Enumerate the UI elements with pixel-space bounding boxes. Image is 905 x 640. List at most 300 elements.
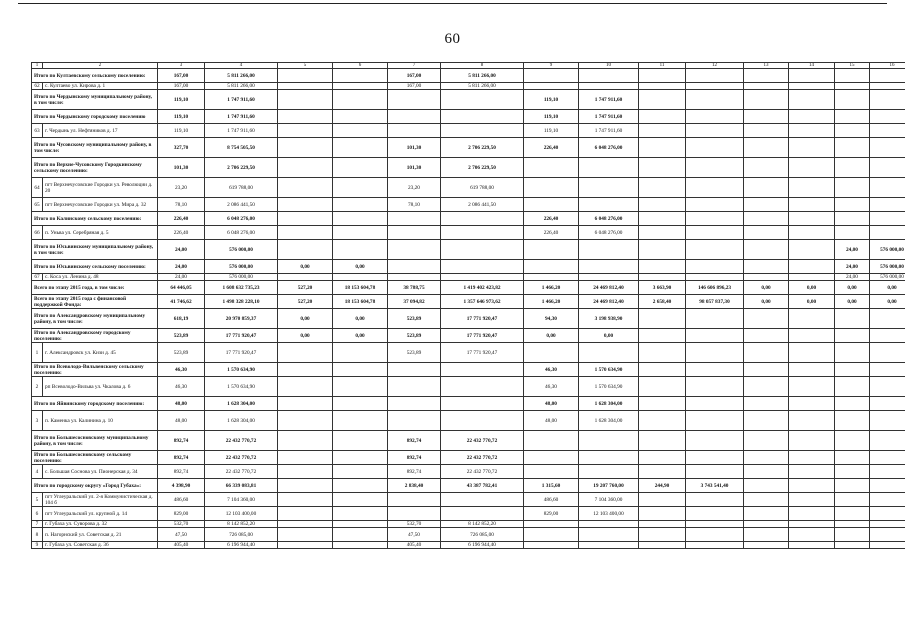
value-cell: [789, 411, 835, 431]
value-cell: 829,00: [524, 507, 579, 521]
value-cell: [639, 110, 686, 124]
value-cell: 167,00: [158, 69, 205, 83]
value-cell: [870, 343, 905, 363]
value-cell: [870, 178, 905, 198]
value-cell: [744, 493, 789, 507]
value-cell: [388, 397, 441, 411]
row-number-cell: 8: [32, 528, 43, 542]
value-cell: [835, 124, 870, 138]
value-cell: 22 432 770,72: [205, 451, 278, 465]
value-cell: [686, 397, 744, 411]
address-cell: г. Губаха ул. Советская д. 36: [43, 542, 158, 549]
column-number: 6: [333, 63, 388, 69]
value-cell: [579, 521, 639, 528]
value-cell: [789, 309, 835, 329]
value-cell: 1 570 634,90: [579, 363, 639, 377]
value-cell: [388, 110, 441, 124]
value-cell: [333, 411, 388, 431]
value-cell: [686, 274, 744, 281]
value-cell: [278, 493, 333, 507]
row-number-cell: 67: [32, 274, 43, 281]
value-cell: 1 419 402 423,82: [441, 281, 524, 295]
value-cell: [789, 479, 835, 493]
value-cell: [870, 397, 905, 411]
value-cell: 17 771 920,47: [441, 343, 524, 363]
value-cell: 48,00: [158, 397, 205, 411]
value-cell: [388, 493, 441, 507]
subtotal-row: [32, 479, 905, 493]
value-cell: [870, 212, 905, 226]
group-label-cell: Итого по Всеволодо-Вильвенскому сельскому поселению:: [32, 363, 158, 377]
value-cell: [870, 507, 905, 521]
value-cell: [388, 226, 441, 240]
value-cell: [333, 528, 388, 542]
value-cell: 1 747 911,60: [205, 90, 278, 110]
subtotal-row: [32, 240, 905, 260]
value-cell: 22 432 770,72: [441, 431, 524, 451]
value-cell: [870, 329, 905, 343]
value-cell: 46,30: [158, 363, 205, 377]
value-cell: 0,00: [870, 295, 905, 309]
value-cell: 1 628 304,00: [205, 397, 278, 411]
value-cell: [579, 431, 639, 451]
value-cell: 17 771 920,47: [205, 343, 278, 363]
value-cell: [441, 274, 524, 281]
value-cell: 0,00: [278, 329, 333, 343]
value-cell: 576 000,00: [205, 240, 278, 260]
value-cell: 22 432 770,72: [441, 451, 524, 465]
subtotal-row: [32, 281, 905, 295]
column-number: 2: [43, 63, 158, 69]
value-cell: 6 196 944,40: [441, 542, 524, 549]
address-cell: с. Коса ул. Ленина д. 48: [43, 274, 158, 281]
value-cell: 78,10: [388, 198, 441, 212]
value-cell: [835, 110, 870, 124]
value-cell: 244,90: [639, 479, 686, 493]
value-cell: [870, 411, 905, 431]
value-cell: 6 048 276,00: [205, 226, 278, 240]
value-cell: 523,89: [388, 343, 441, 363]
value-cell: [333, 542, 388, 549]
value-cell: 486,60: [158, 493, 205, 507]
value-cell: [333, 178, 388, 198]
value-cell: [441, 397, 524, 411]
value-cell: [388, 507, 441, 521]
value-cell: [744, 212, 789, 226]
value-cell: [278, 124, 333, 138]
value-cell: [639, 493, 686, 507]
group-label-cell: Всего по этапу 2015 года, в том числе:: [32, 281, 158, 295]
value-cell: 24,00: [158, 274, 205, 281]
value-cell: [278, 274, 333, 281]
value-cell: [333, 158, 388, 178]
value-cell: [686, 411, 744, 431]
value-cell: 146 606 896,23: [686, 281, 744, 295]
value-cell: [441, 507, 524, 521]
group-label-cell: Итого по Юсьвинскому сельскому поселению:: [32, 260, 158, 274]
value-cell: 0,00: [278, 260, 333, 274]
value-cell: 48,00: [524, 411, 579, 431]
value-cell: [789, 451, 835, 465]
value-cell: 101,30: [388, 138, 441, 158]
value-cell: 0,00: [333, 309, 388, 329]
value-cell: 0,00: [789, 295, 835, 309]
value-cell: [333, 363, 388, 377]
value-cell: [579, 83, 639, 90]
address-cell: с. Култаево ул. Кирова д. 1: [43, 83, 158, 90]
value-cell: [789, 226, 835, 240]
value-cell: [686, 69, 744, 83]
value-cell: [686, 493, 744, 507]
value-cell: [278, 240, 333, 260]
value-cell: [639, 226, 686, 240]
value-cell: [870, 138, 905, 158]
subtotal-row: [32, 110, 905, 124]
value-cell: 0,00: [744, 281, 789, 295]
value-cell: 527,20: [278, 281, 333, 295]
value-cell: [789, 178, 835, 198]
table-row: [32, 274, 905, 281]
value-cell: 3 198 938,90: [579, 309, 639, 329]
value-cell: [686, 90, 744, 110]
subtotal-row: [32, 69, 905, 83]
value-cell: 576 000,00: [205, 260, 278, 274]
value-cell: [870, 521, 905, 528]
value-cell: [639, 465, 686, 479]
row-number-cell: 63: [32, 124, 43, 138]
group-label-cell: Итого по Большесосновскому муниципальному району, в том числе:: [32, 431, 158, 451]
value-cell: [333, 521, 388, 528]
value-cell: [388, 240, 441, 260]
subtotal-row: [32, 90, 905, 110]
value-cell: [524, 274, 579, 281]
value-cell: [835, 83, 870, 90]
value-cell: 829,00: [158, 507, 205, 521]
value-cell: [333, 479, 388, 493]
value-cell: [744, 90, 789, 110]
value-cell: [686, 158, 744, 178]
value-cell: 1 628 304,00: [579, 411, 639, 431]
value-cell: [744, 226, 789, 240]
value-cell: 43 387 782,41: [441, 479, 524, 493]
column-number: 10: [579, 63, 639, 69]
value-cell: 167,00: [158, 83, 205, 90]
value-cell: [870, 493, 905, 507]
value-cell: [789, 528, 835, 542]
value-cell: [579, 198, 639, 212]
value-cell: 0,00: [333, 260, 388, 274]
value-cell: [639, 411, 686, 431]
column-number: 1: [32, 63, 43, 69]
value-cell: [333, 198, 388, 212]
value-cell: 892,74: [388, 465, 441, 479]
value-cell: 523,89: [158, 343, 205, 363]
value-cell: 0,00: [579, 329, 639, 343]
table-row: [32, 411, 905, 431]
value-cell: 22 432 770,72: [205, 465, 278, 479]
value-cell: 119,10: [524, 124, 579, 138]
value-cell: [639, 260, 686, 274]
value-cell: [639, 377, 686, 397]
value-cell: 892,74: [388, 451, 441, 465]
subtotal-row: [32, 451, 905, 465]
table-row: [32, 507, 905, 521]
value-cell: 20 970 859,37: [205, 309, 278, 329]
value-cell: [333, 110, 388, 124]
value-cell: [835, 431, 870, 451]
address-cell: рп Всеволодо-Вильва ул. Чкалова д. 6: [43, 377, 158, 397]
value-cell: [579, 528, 639, 542]
value-cell: [388, 363, 441, 377]
address-cell: г. Чердынь ул. Нефтяников д. 17: [43, 124, 158, 138]
value-cell: 0,00: [524, 329, 579, 343]
value-cell: [744, 542, 789, 549]
group-label-cell: Итого по Верхне-Чусовскому Городкинскому сельскому поселению:: [32, 158, 158, 178]
value-cell: [278, 226, 333, 240]
row-number-cell: 64: [32, 178, 43, 198]
value-cell: 18 153 604,78: [333, 295, 388, 309]
value-cell: 523,89: [388, 329, 441, 343]
value-cell: [278, 343, 333, 363]
value-cell: [524, 528, 579, 542]
group-label-cell: Итого по Большесосновскому сельскому поселению:: [32, 451, 158, 465]
value-cell: 12 103 400,00: [579, 507, 639, 521]
value-cell: [870, 542, 905, 549]
group-label-cell: Итого по Яйвинскому городскому поселению:: [32, 397, 158, 411]
value-cell: 2 706 229,50: [205, 158, 278, 178]
value-cell: [870, 363, 905, 377]
value-cell: 1 608 632 735,23: [205, 281, 278, 295]
value-cell: 7 104 360,00: [205, 493, 278, 507]
address-cell: г. Александровск ул. Кизи д. 45: [43, 343, 158, 363]
value-cell: [870, 83, 905, 90]
value-cell: [441, 90, 524, 110]
value-cell: [333, 431, 388, 451]
value-cell: 2 086 441,50: [205, 198, 278, 212]
value-cell: [579, 260, 639, 274]
value-cell: [789, 493, 835, 507]
value-cell: [524, 198, 579, 212]
value-cell: [639, 451, 686, 465]
value-cell: [639, 124, 686, 138]
value-cell: 22 432 770,72: [205, 431, 278, 451]
column-number: 4: [205, 63, 278, 69]
value-cell: [870, 431, 905, 451]
value-cell: [835, 69, 870, 83]
value-cell: [835, 363, 870, 377]
value-cell: [579, 343, 639, 363]
value-cell: 0,00: [835, 281, 870, 295]
value-cell: [744, 521, 789, 528]
value-cell: 24,00: [835, 240, 870, 260]
value-cell: 46,30: [524, 377, 579, 397]
column-number: 12: [686, 63, 744, 69]
value-cell: [686, 240, 744, 260]
address-cell: г. Губаха ул. Суворова д. 32: [43, 521, 158, 528]
value-cell: [524, 83, 579, 90]
value-cell: 24,00: [158, 260, 205, 274]
value-cell: [333, 465, 388, 479]
value-cell: 2 838,40: [388, 479, 441, 493]
value-cell: [639, 83, 686, 90]
value-cell: [835, 542, 870, 549]
value-cell: 1 628 304,00: [205, 411, 278, 431]
value-cell: [579, 465, 639, 479]
subtotal-row: [32, 309, 905, 329]
value-cell: [835, 397, 870, 411]
value-cell: [278, 507, 333, 521]
group-label-cell: Итого по Юсьвинскому муниципальному району, в том числе:: [32, 240, 158, 260]
value-cell: [639, 69, 686, 83]
value-cell: [744, 411, 789, 431]
column-number: 15: [835, 63, 870, 69]
value-cell: [835, 198, 870, 212]
value-cell: 8 142 852,20: [441, 521, 524, 528]
value-cell: [744, 377, 789, 397]
value-cell: [870, 226, 905, 240]
value-cell: [278, 411, 333, 431]
value-cell: [870, 377, 905, 397]
row-number-cell: 6: [32, 507, 43, 521]
value-cell: 17 771 920,47: [441, 329, 524, 343]
value-cell: [744, 397, 789, 411]
value-cell: 101,30: [388, 158, 441, 178]
address-cell: пгт Верхнечусовские Городки ул. Мира д. 32: [43, 198, 158, 212]
value-cell: [278, 542, 333, 549]
value-cell: [579, 274, 639, 281]
value-cell: 1 747 911,60: [205, 124, 278, 138]
value-cell: [333, 212, 388, 226]
value-cell: [835, 90, 870, 110]
value-cell: [835, 343, 870, 363]
row-number-cell: 5: [32, 493, 43, 507]
value-cell: [333, 274, 388, 281]
value-cell: [278, 377, 333, 397]
value-cell: [639, 431, 686, 451]
value-cell: [524, 451, 579, 465]
column-number: 8: [441, 63, 524, 69]
value-cell: [686, 329, 744, 343]
value-cell: [524, 542, 579, 549]
value-cell: [278, 479, 333, 493]
value-cell: 7 104 360,00: [579, 493, 639, 507]
value-cell: [870, 528, 905, 542]
address-cell: пгт Углеуральский ул. 2-я Коммунистическая д. 104 б: [43, 493, 158, 507]
value-cell: 101,30: [158, 158, 205, 178]
value-cell: [441, 226, 524, 240]
value-cell: [639, 329, 686, 343]
value-cell: [686, 260, 744, 274]
value-cell: 532,70: [388, 521, 441, 528]
value-cell: 226,40: [524, 226, 579, 240]
value-cell: 1 570 634,90: [205, 377, 278, 397]
value-cell: [333, 240, 388, 260]
value-cell: [639, 521, 686, 528]
value-cell: [441, 377, 524, 397]
value-cell: [835, 178, 870, 198]
column-number: 9: [524, 63, 579, 69]
value-cell: [524, 260, 579, 274]
value-cell: [579, 451, 639, 465]
table-row: [32, 465, 905, 479]
value-cell: 1 315,60: [524, 479, 579, 493]
row-number-cell: 3: [32, 411, 43, 431]
value-cell: [639, 507, 686, 521]
value-cell: [789, 69, 835, 83]
value-cell: [789, 274, 835, 281]
value-cell: [789, 397, 835, 411]
value-cell: [639, 274, 686, 281]
value-cell: [744, 124, 789, 138]
value-cell: [744, 363, 789, 377]
value-cell: [686, 431, 744, 451]
value-cell: [524, 465, 579, 479]
value-cell: [835, 377, 870, 397]
table-row: [32, 521, 905, 528]
row-number-cell: 9: [32, 542, 43, 549]
value-cell: [388, 411, 441, 431]
row-number-cell: 7: [32, 521, 43, 528]
value-cell: 892,74: [158, 451, 205, 465]
value-cell: [333, 90, 388, 110]
value-cell: [686, 465, 744, 479]
value-cell: 1 466,20: [524, 295, 579, 309]
value-cell: [686, 212, 744, 226]
value-cell: 532,70: [158, 521, 205, 528]
value-cell: [639, 138, 686, 158]
value-cell: [278, 363, 333, 377]
value-cell: [789, 431, 835, 451]
value-cell: [744, 198, 789, 212]
value-cell: [789, 83, 835, 90]
value-cell: [388, 377, 441, 397]
value-cell: 0,00: [835, 295, 870, 309]
value-cell: [278, 90, 333, 110]
value-cell: 6 048 276,00: [579, 138, 639, 158]
value-cell: [333, 493, 388, 507]
value-cell: [388, 274, 441, 281]
value-cell: [278, 110, 333, 124]
row-number-cell: 65: [32, 198, 43, 212]
value-cell: 619 788,00: [205, 178, 278, 198]
value-cell: [744, 69, 789, 83]
value-cell: [278, 178, 333, 198]
value-cell: [579, 178, 639, 198]
value-cell: [278, 212, 333, 226]
value-cell: [870, 479, 905, 493]
value-cell: [333, 226, 388, 240]
value-cell: 12 103 400,00: [205, 507, 278, 521]
value-cell: 119,10: [158, 110, 205, 124]
value-cell: 119,10: [158, 90, 205, 110]
group-label-cell: Итого по Александровскому муниципальному району, в том числе:: [32, 309, 158, 329]
value-cell: [524, 158, 579, 178]
value-cell: [333, 69, 388, 83]
value-cell: 6 196 944,40: [205, 542, 278, 549]
value-cell: 1 628 304,00: [579, 397, 639, 411]
value-cell: 5 811 266,00: [205, 69, 278, 83]
value-cell: [744, 329, 789, 343]
value-cell: [686, 521, 744, 528]
value-cell: 3 663,90: [639, 281, 686, 295]
value-cell: 2 706 229,50: [441, 138, 524, 158]
value-cell: [388, 260, 441, 274]
value-cell: 576 000,00: [870, 274, 905, 281]
value-cell: 23,20: [158, 178, 205, 198]
value-cell: [333, 124, 388, 138]
value-cell: [870, 124, 905, 138]
value-cell: [835, 507, 870, 521]
